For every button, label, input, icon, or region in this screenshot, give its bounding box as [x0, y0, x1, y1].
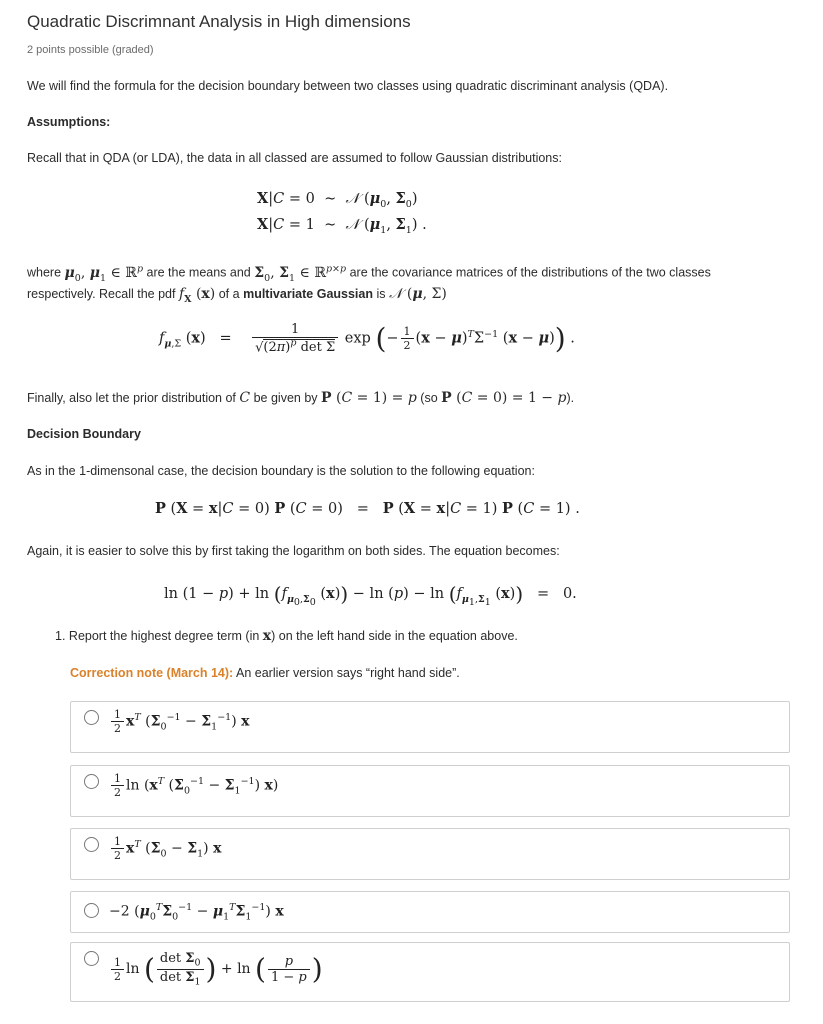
question-text: 1. Report the highest degree term (in x) on the left hand side in the equation above.	[55, 628, 518, 644]
choice-e[interactable]	[70, 942, 790, 1002]
choice-d-formula: −2 $(\mu_0^T\Sigma_0^{-1} - \mu_1^T\Sigma_1^{-1})$ x	[109, 902, 284, 923]
class0-distribution-equation: X|C = 0 ∼ 𝒩 ($\mu_0$, $\Sigma_0$)	[257, 190, 418, 210]
decision-boundary-equation: P (X = x|C = 0) P (C = 0) = P (X = x|C = 1) P (C = 1) .	[155, 500, 580, 517]
radio-button[interactable]	[84, 837, 99, 852]
prior-text: Finally, also let the prior distribution of C be given by P (C = 1) = p (so P (C = 0) = 1 − p).	[27, 390, 575, 406]
radio-button[interactable]	[84, 774, 99, 789]
decision-text-1: As in the 1-dimensonal case, the decision boundary is the solution to the following equation:	[27, 464, 535, 478]
radio-button[interactable]	[84, 951, 99, 966]
choice-c-formula: $\frac{1}{2}$ $x^T$ $(\Sigma_0 - \Sigma_1)$ x	[109, 835, 221, 862]
choice-b-formula: $\frac{1}{2}$ $\ln (x^T$ $(\Sigma_0^{-1} - \Sigma_1^{-1})$ x)	[109, 772, 278, 799]
radio-button[interactable]	[84, 710, 99, 725]
problem-title: Quadratic Discrimnant Analysis in High dimensions	[27, 12, 411, 31]
where-text: where $\mu_0$, $\mu_1$ ∈ ℝ$^p$ are the means and $\Sigma_0$, $\Sigma_1$ ∈ ℝ$^{p\times p}$ are the covariance matrices of the distributions of the two classes respectively. Recall the pdf $f_X$ (x) of a multivariate Gaussian is 𝒩 (μ, Σ)	[27, 263, 711, 306]
gaussian-pdf-formula: $f_{\mu,\Sigma}$ (x) = $\frac{1}{√(2\pi)^p \det \Sigma}$ exp (− $\frac{1}{2}$ $(x - \mu)^T\Sigma^{-1}$ (x − μ)) .	[159, 322, 575, 356]
log-equation: $\ln (1 - p) + \ln (f_{\mu_0,\Sigma_0}$ $(x)) - \ln (p) - \ln (f_{\mu_1,\Sigma_1}$ (x)) = 0.	[164, 582, 577, 608]
correction-note: Correction note (March 14): An earlier version says “right hand side”.	[70, 666, 460, 680]
intro-text: We will find the formula for the decision boundary between two classes using quadratic discriminant analysis (QDA).	[27, 79, 669, 93]
choice-c[interactable]	[70, 828, 790, 880]
decision-text-2: Again, it is easier to solve this by first taking the logarithm on both sides. The equation becomes:	[27, 544, 560, 558]
decision-boundary-heading: Decision Boundary	[27, 427, 141, 441]
class1-distribution-equation: X|C = 1 ∼ 𝒩 ($\mu_1$, $\Sigma_1$) .	[257, 216, 427, 236]
points-possible: 2 points possible (graded)	[27, 44, 154, 56]
choice-b[interactable]	[70, 765, 790, 817]
choice-a-formula: $\frac{1}{2}$ $x^T$ $(\Sigma_0^{-1} - \Sigma_1^{-1})$ x	[109, 708, 249, 735]
radio-button[interactable]	[84, 903, 99, 918]
choice-e-formula: $\frac{1}{2}$ ln ( $\frac{\det \Sigma_0}{\det \Sigma_1}$ ) + ln ( $\frac{p}{1 - p}$ )	[109, 951, 323, 987]
assumptions-heading: Assumptions:	[27, 115, 111, 129]
recall-text: Recall that in QDA (or LDA), the data in all classed are assumed to follow Gaussian distributions:	[27, 151, 562, 165]
choice-a[interactable]	[70, 701, 790, 753]
choice-d[interactable]	[70, 891, 790, 933]
